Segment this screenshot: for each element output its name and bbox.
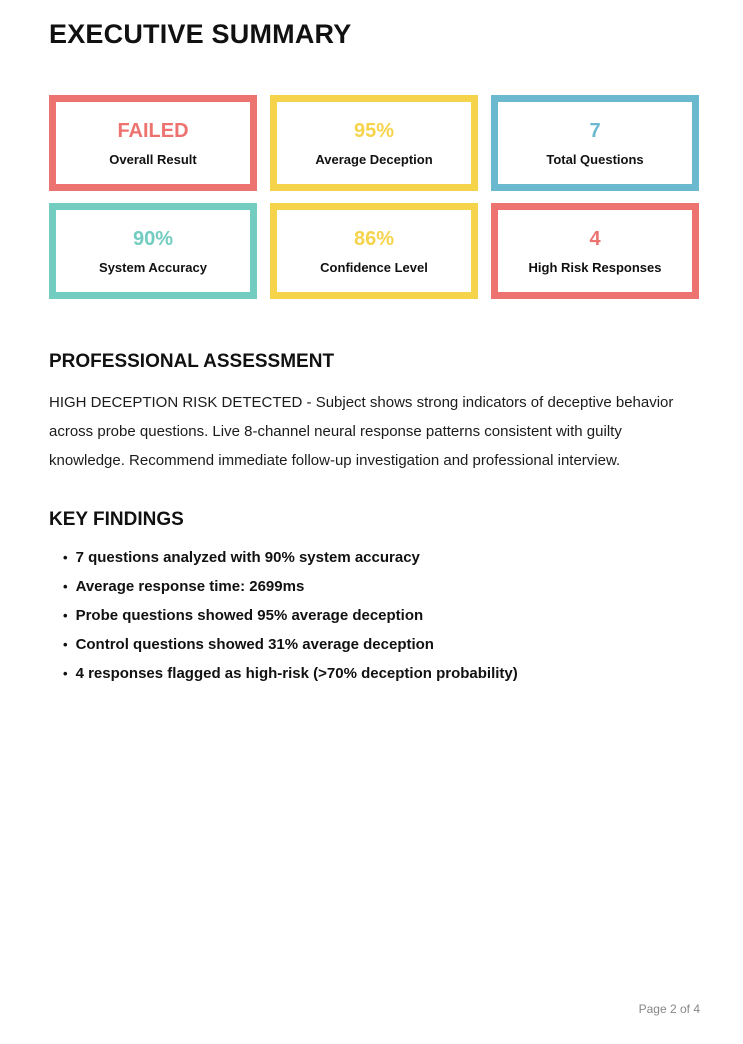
- bullet-icon: •: [63, 608, 68, 623]
- stat-label: Overall Result: [109, 151, 197, 167]
- summary-cards-grid: [49, 95, 699, 299]
- stat-value: 7: [589, 119, 601, 142]
- stat-label: Confidence Level: [320, 259, 428, 275]
- stat-card-confidence-level: [270, 203, 478, 299]
- bullet-icon: •: [63, 579, 68, 594]
- findings-list: [49, 550, 699, 682]
- stat-card-total-questions: [491, 95, 699, 191]
- list-item: [63, 579, 699, 595]
- list-item: [63, 637, 699, 653]
- stat-label: System Accuracy: [99, 259, 207, 275]
- list-item: [63, 608, 699, 624]
- bullet-icon: •: [63, 550, 68, 565]
- list-item-text: Average response time: 2699ms: [75, 578, 305, 595]
- list-item-text: Probe questions showed 95% average deception: [75, 607, 424, 624]
- stat-card-system-accuracy: [49, 203, 257, 299]
- stat-value: 90%: [132, 227, 174, 250]
- list-item: [63, 666, 699, 682]
- list-item: [63, 550, 699, 566]
- stat-card-average-deception: [270, 95, 478, 191]
- bullet-icon: •: [63, 637, 68, 652]
- stat-value: 4: [589, 227, 601, 250]
- findings-section-heading: KEY FINDINGS: [49, 509, 184, 530]
- stat-label: High Risk Responses: [528, 259, 662, 275]
- list-item-text: 7 questions analyzed with 90% system accuracy: [75, 549, 420, 566]
- stat-card-overall-result: [49, 95, 257, 191]
- assessment-section-heading: PROFESSIONAL ASSESSMENT: [49, 351, 335, 372]
- stat-card-high-risk-responses: [491, 203, 699, 299]
- page-number: Page 2 of 4: [638, 1002, 700, 1016]
- page-content: [49, 0, 699, 695]
- stat-value: FAILED: [117, 119, 189, 142]
- stat-value: 95%: [353, 119, 395, 142]
- stat-label: Total Questions: [546, 151, 644, 167]
- bullet-icon: •: [63, 666, 68, 681]
- list-item-text: 4 responses flagged as high-risk (>70% deception probability): [75, 665, 518, 682]
- stat-value: 86%: [353, 227, 395, 250]
- page-title: EXECUTIVE SUMMARY: [49, 19, 352, 49]
- stat-label: Average Deception: [315, 151, 433, 167]
- list-item-text: Control questions showed 31% average deception: [75, 636, 434, 653]
- assessment-body-text: HIGH DECEPTION RISK DETECTED - Subject shows strong indicators of deceptive behavior across probe questions. Live 8-channel neural response patterns consistent with guilty knowledge. Recommend immediate follow-up investigation and professional interview.: [49, 394, 674, 469]
